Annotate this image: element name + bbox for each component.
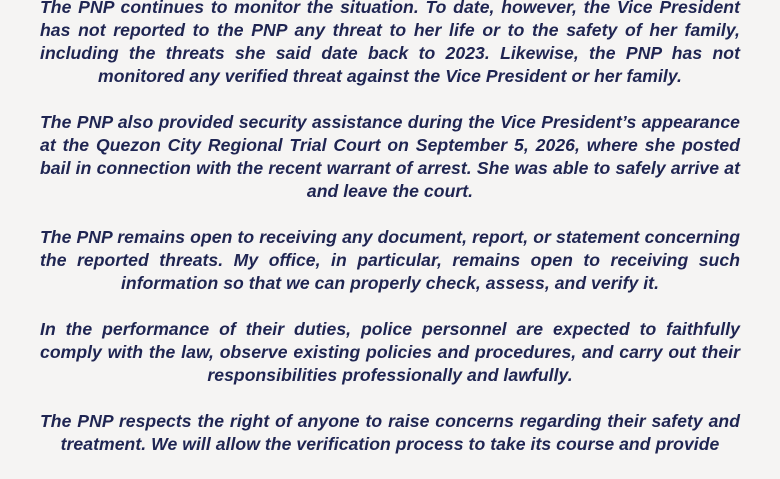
paragraph-police-duties: In the performance of their duties, police personnel are expected to faithfully comply with the law, observe existing policies and procedures, and carry out their responsibilities professionally and lawfully. xyxy=(40,319,740,385)
paragraph-security-assistance: The PNP also provided security assistance during the Vice President’s appearance at the Quezon City Regional Trial Court on September 5, 2026, where she posted bail in connection with the recent warrant of arrest. She was able to safely arrive at and leave the court. xyxy=(40,112,740,201)
paragraph-open-to-reports: The PNP remains open to receiving any document, report, or statement concerning the reported threats. My office, in particular, remains open to receiving such information so that we can properly check, assess, and verify it. xyxy=(40,227,740,293)
statement-body xyxy=(40,0,740,479)
paragraph-monitoring-situation: The PNP continues to monitor the situation. To date, however, the Vice President has not reported to the PNP any threat to her life or to the safety of her family, including the threats she said date back to 2023. Likewise, the PNP has not monitored any verified threat against the Vice President or her family. xyxy=(40,0,740,86)
paragraph-respect-concerns: The PNP respects the right of anyone to raise concerns regarding their safety and treatment. We will allow the verification process to take its course and provide xyxy=(40,411,740,454)
